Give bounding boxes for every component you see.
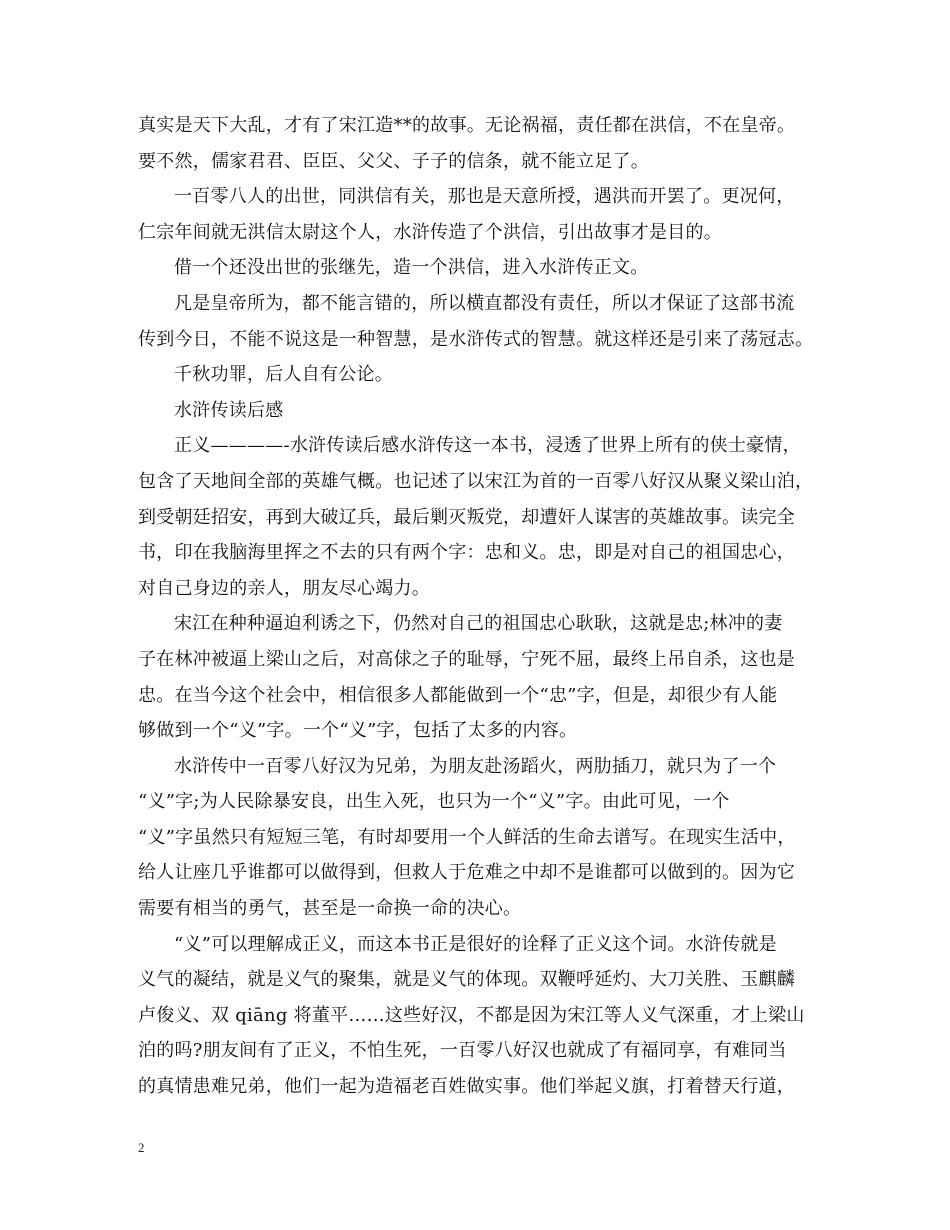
text-line: 泊的吗?朋友间有了正义，不怕生死，一百零八好汉也就成了有福同享，有难同当 [138,1040,787,1062]
text-line: 水浒传中一百零八好汉为兄弟，为朋友赴汤蹈火，两肋插刀，就只为了一个 [174,755,777,777]
body-text [138,108,838,1105]
text-line: 卢俊义、双 qiāng 将董平……这些好汉，不都是因为宋江等人义气深重，才上梁山 [138,1004,805,1026]
text-line: 千秋功罪，后人自有公论。 [174,364,393,386]
text-line: 宋江在种种逼迫利诱之下，仍然对自己的祖国忠心耿耿，这就是忠;林冲的妻 [174,613,783,635]
text-line: “义”可以理解成正义，而这本书正是很好的诠释了正义这个词。水浒传就是 [174,933,777,955]
text-line: 到受朝廷招安，再到大破辽兵，最后剿灭叛党，却遭奸人谋害的英雄故事。读完全 [138,506,795,528]
text-line: 仁宗年间就无洪信太尉这个人，水浒传造了个洪信，引出故事才是目的。 [138,221,722,243]
text-line: 书，印在我脑海里挥之不去的只有两个字：忠和义。忠，即是对自己的祖国忠心， [138,542,795,564]
text-line: “义”字虽然只有短短三笔，有时却要用一个人鲜活的生命去谱写。在现实生活中， [138,826,796,848]
text-line: 一百零八人的出世，同洪信有关，那也是天意所授，遇洪而开罢了。更况何， [174,186,795,208]
text-line: 给人让座几乎谁都可以做得到，但救人于危难之中却不是谁都可以做到的。因为它 [138,862,795,884]
text-line: 需要有相当的勇气，甚至是一命换一命的决心。 [138,898,522,920]
text-line: 包含了天地间全部的英雄气概。也记述了以宋江为首的一百零八好汉从聚义梁山泊， [138,470,814,492]
text-line: 传到今日，不能不说这是一种智慧，是水浒传式的智慧。就这样还是引来了荡冠志。 [138,328,814,350]
text-line: “义”字;为人民除暴安良，出生入死，也只为一个“义”字。由此可见，一个 [138,791,730,813]
text-line: 正义————-水浒传读后感水浒传这一本书，浸透了世界上所有的侠士豪情， [174,435,801,457]
text-line: 忠。在当今这个社会中，相信很多人都能做到一个“忠”字，但是，却很少有人能 [138,684,778,706]
text-line: 真实是天下大乱，才有了宋江造**的故事。无论祸福，责任都在洪信，不在皇帝。 [138,115,796,136]
text-line: 凡是皇帝所为，都不能言错的，所以横直都没有责任，所以才保证了这部书流 [174,292,795,314]
text-line: 要不然，儒家君君、臣臣、父父、子子的信条，就不能立足了。 [138,150,649,172]
page-number: 2 [138,1140,145,1155]
text-line: 水浒传读后感 [174,399,284,421]
text-line: 够做到一个“义”字。一个“义”字，包括了太多的内容。 [138,720,578,742]
text-line: 对自己身边的亲人，朋友尽心竭力。 [138,577,430,599]
text-line: 的真情患难兄弟，他们一起为造福老百姓做实事。他们举起义旗，打着替天行道， [138,1076,795,1098]
text-line: 子在林冲被逼上梁山之后，对高俅之子的耻辱，宁死不屈，最终上吊自杀，这也是 [138,648,795,670]
text-line: 借一个还没出世的张继先，造一个洪信，进入水浒传正文。 [174,257,649,279]
text-line: 义气的凝结，就是义气的聚集，就是义气的体现。双鞭呼延灼、大刀关胜、玉麒麟 [138,969,795,991]
